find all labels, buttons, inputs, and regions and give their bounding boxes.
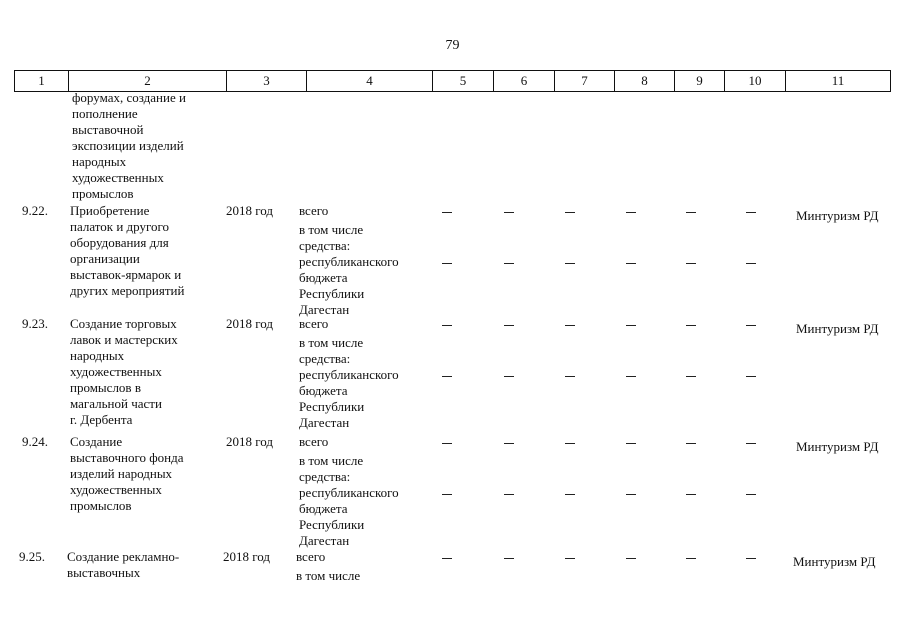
description-line: организации — [70, 251, 140, 266]
funding-source-line: средства: — [299, 469, 351, 484]
column-header-6: 6 — [494, 71, 555, 91]
dash-total — [686, 212, 696, 213]
description-line: выставок-ярмарок и — [70, 267, 182, 282]
table-header-row — [14, 70, 891, 92]
description-line: палаток и другого — [70, 219, 170, 234]
funding-source-line: всего — [299, 203, 329, 218]
dash-republican — [686, 376, 696, 377]
description-line: промыслов в — [70, 380, 141, 395]
dash-total — [504, 325, 514, 326]
dash-total — [626, 212, 636, 213]
dash-republican — [626, 494, 636, 495]
description-line: народных — [72, 154, 127, 169]
dash-republican — [442, 494, 452, 495]
column-header-4: 4 — [307, 71, 433, 91]
column-header-10: 10 — [725, 71, 786, 91]
dash-total — [565, 212, 575, 213]
period: 2018 год — [226, 203, 273, 218]
description-line: магальной части — [70, 396, 162, 411]
dash-total — [504, 443, 514, 444]
dash-total — [442, 443, 452, 444]
dash-total — [746, 325, 756, 326]
dash-total — [746, 443, 756, 444]
dash-total — [565, 443, 575, 444]
column-header-7: 7 — [555, 71, 615, 91]
dash-total — [442, 325, 452, 326]
funding-source-line: в том числе — [299, 453, 364, 468]
period: 2018 год — [223, 549, 270, 564]
funding-source-line: бюджета — [299, 383, 348, 398]
dash-republican — [746, 494, 756, 495]
period: 2018 год — [226, 434, 273, 449]
description-line: художественных — [70, 364, 162, 379]
funding-source-line: Республики — [299, 399, 365, 414]
row-number: 9.23. — [22, 316, 48, 331]
funding-source-line: Дагестан — [299, 415, 350, 430]
dash-republican — [504, 494, 514, 495]
row-number: 9.25. — [19, 549, 45, 564]
dash-total — [565, 558, 575, 559]
dash-republican — [442, 263, 452, 264]
dash-republican — [626, 376, 636, 377]
description-line: художественных — [72, 170, 164, 185]
funding-source-line: всего — [299, 434, 329, 449]
description-line: лавок и мастерских — [70, 332, 178, 347]
funding-source-line: Республики — [299, 517, 365, 532]
dash-republican — [565, 494, 575, 495]
funding-source-line: всего — [296, 549, 326, 564]
executor: Минтуризм РД — [796, 439, 879, 454]
executor: Минтуризм РД — [796, 321, 879, 336]
executor: Минтуризм РД — [793, 554, 876, 569]
description-line: народных — [70, 348, 125, 363]
column-header-8: 8 — [615, 71, 675, 91]
dash-republican — [626, 263, 636, 264]
funding-source-line: бюджета — [299, 501, 348, 516]
dash-republican — [504, 263, 514, 264]
funding-source-line: Дагестан — [299, 302, 350, 317]
description-line: Создание рекламно- — [67, 549, 180, 564]
dash-total — [442, 558, 452, 559]
funding-source-line: республиканского — [299, 485, 399, 500]
executor: Минтуризм РД — [796, 208, 879, 223]
column-header-2: 2 — [69, 71, 227, 91]
funding-source-line: средства: — [299, 351, 351, 366]
description-line: г. Дербента — [70, 412, 133, 427]
description-line: выставочного фонда — [70, 450, 184, 465]
description-line: Создание — [70, 434, 123, 449]
description-line: экспозиции изделий — [72, 138, 184, 153]
description-line: Создание торговых — [70, 316, 177, 331]
description-line: выставочной — [72, 122, 144, 137]
page-number: 79 — [445, 38, 460, 53]
description-line: Приобретение — [70, 203, 150, 218]
period: 2018 год — [226, 316, 273, 331]
dash-republican — [686, 263, 696, 264]
dash-republican — [504, 376, 514, 377]
funding-source-line: в том числе — [299, 335, 364, 350]
dash-republican — [565, 263, 575, 264]
row-number: 9.22. — [22, 203, 48, 218]
description-line: выставочных — [67, 565, 141, 580]
funding-source-line: бюджета — [299, 270, 348, 285]
dash-republican — [686, 494, 696, 495]
dash-total — [626, 558, 636, 559]
dash-total — [504, 558, 514, 559]
dash-total — [686, 325, 696, 326]
funding-source-line: всего — [299, 316, 329, 331]
description-line: промыслов — [70, 498, 132, 513]
dash-total — [565, 325, 575, 326]
description-line: художественных — [70, 482, 162, 497]
column-header-1: 1 — [15, 71, 69, 91]
description-line: промыслов — [72, 186, 134, 201]
dash-republican — [565, 376, 575, 377]
row-number: 9.24. — [22, 434, 48, 449]
funding-source-line: республиканского — [299, 254, 399, 269]
dash-total — [626, 443, 636, 444]
funding-source-line: Республики — [299, 286, 365, 301]
column-header-11: 11 — [831, 73, 845, 88]
dash-total — [504, 212, 514, 213]
description-line: изделий народных — [70, 466, 173, 481]
column-header-3: 3 — [227, 71, 307, 91]
description-line: других мероприятий — [70, 283, 185, 298]
description-line: форумах, создание и — [72, 90, 186, 105]
dash-total — [442, 212, 452, 213]
dash-total — [686, 558, 696, 559]
dash-republican — [442, 376, 452, 377]
funding-source-line: в том числе — [296, 568, 361, 583]
funding-source-line: средства: — [299, 238, 351, 253]
dash-total — [746, 558, 756, 559]
funding-source-line: республиканского — [299, 367, 399, 382]
dash-total — [626, 325, 636, 326]
dash-total — [746, 212, 756, 213]
description-line: оборудования для — [70, 235, 169, 250]
dash-republican — [746, 376, 756, 377]
description-line: пополнение — [72, 106, 138, 121]
column-header-5: 5 — [433, 71, 494, 91]
dash-total — [686, 443, 696, 444]
dash-republican — [746, 263, 756, 264]
column-header-9: 9 — [675, 71, 725, 91]
funding-source-line: Дагестан — [299, 533, 350, 548]
funding-source-line: в том числе — [299, 222, 364, 237]
